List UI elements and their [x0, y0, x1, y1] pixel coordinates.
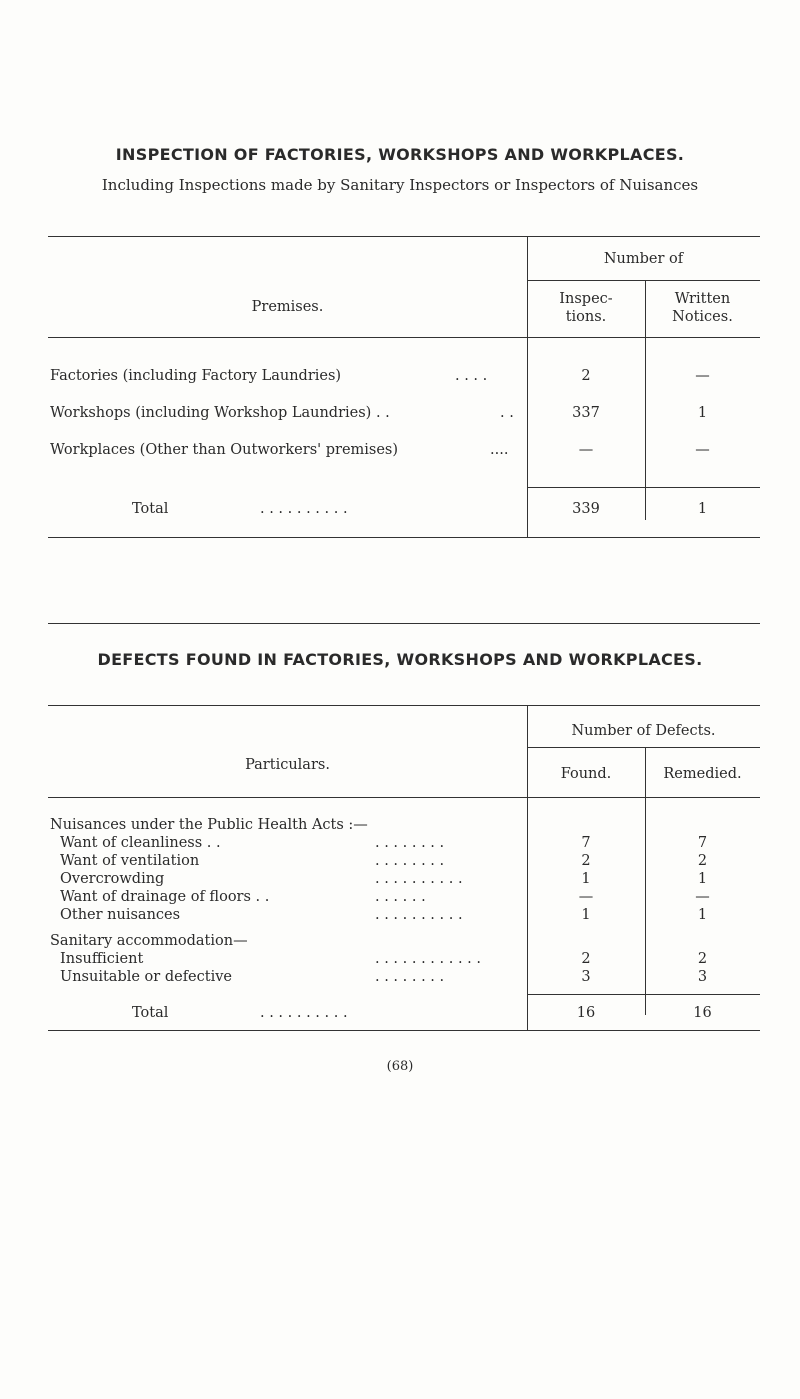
leader-dots: . . . . . . . .	[375, 853, 445, 869]
total-notices: 1	[697, 501, 708, 517]
header-particulars: Particulars.	[245, 757, 330, 773]
row-label: Want of ventilation	[60, 853, 200, 869]
row-label: Unsuitable or defective	[60, 969, 232, 985]
total-remedied: 16	[693, 1005, 712, 1021]
found-value: 7	[581, 835, 591, 851]
leader-dots: . . . . . . . . . .	[260, 1005, 348, 1021]
found-value: 3	[581, 969, 591, 985]
inspections-value: 337	[572, 405, 600, 421]
notices-value: —	[695, 442, 710, 458]
page-number: (68)	[386, 1059, 414, 1074]
remedied-value: 3	[697, 969, 708, 985]
row-label: Overcrowding	[60, 871, 165, 887]
header-found: Found.	[560, 766, 612, 782]
notices-value: 1	[697, 405, 708, 421]
remedied-value: 2	[697, 853, 708, 869]
found-value: 1	[581, 871, 591, 887]
leader-dots: . . . . . . . .	[375, 969, 445, 985]
row-label: Want of drainage of floors . .	[60, 889, 270, 905]
header-inspections: Inspec- tions.	[559, 291, 613, 325]
header-number-of-defects: Number of Defects.	[571, 723, 716, 739]
inspections-value: 2	[581, 368, 591, 384]
row-label: Sanitary accommodation—	[50, 933, 248, 949]
leader-dots: . . . . . . . . . .	[375, 871, 463, 887]
leader-dots: . . . . . . . .	[375, 835, 445, 851]
row-label: Other nuisances	[60, 907, 181, 923]
inspections-value: —	[578, 442, 594, 458]
leader-dots: . . . . . .	[375, 889, 426, 905]
row-label: Nuisances under the Public Health Acts :—	[50, 817, 368, 833]
header-premises: Premises.	[251, 299, 324, 315]
row-label: Want of cleanliness . .	[60, 835, 221, 851]
title-inspection: INSPECTION OF FACTORIES, WORKSHOPS AND WORKPLACES.	[115, 145, 685, 164]
notices-value: —	[695, 368, 710, 384]
leader-dots: . .	[500, 405, 514, 421]
header-remedied: Remedied.	[663, 766, 742, 782]
total-label: Total	[132, 501, 169, 517]
leader-dots: . . . . . . . . . .	[260, 501, 348, 517]
found-value: 2	[581, 951, 591, 967]
leader-dots: ....	[490, 442, 509, 458]
total-inspections: 339	[572, 501, 600, 517]
row-label: Workplaces (Other than Outworkers' premises)	[50, 442, 399, 458]
divider	[48, 623, 760, 624]
remedied-value: 1	[697, 871, 708, 887]
remedied-value: 7	[697, 835, 708, 851]
total-label: Total	[132, 1005, 169, 1021]
header-written-notices: Written Notices.	[672, 291, 733, 325]
found-value: 2	[581, 853, 591, 869]
leader-dots: . . . . . . . . . . . .	[375, 951, 482, 967]
remedied-value: 1	[697, 907, 708, 923]
row-label: Workshops (including Workshop Laundries) . .	[50, 405, 390, 421]
leader-dots: . . . . . . . . . .	[375, 907, 463, 923]
found-value: 1	[581, 907, 591, 923]
remedied-value: 2	[697, 951, 708, 967]
header-number-of: Number of	[603, 251, 684, 267]
subtitle-inspection: Including Inspections made by Sanitary Inspectors or Inspectors of Nuisances	[101, 176, 699, 194]
row-label: Factories (including Factory Laundries)	[50, 368, 342, 384]
total-found: 16	[576, 1005, 596, 1021]
found-value: —	[578, 889, 594, 905]
remedied-value: —	[695, 889, 710, 905]
leader-dots: . . . .	[455, 368, 488, 384]
row-label: Insufficient	[60, 951, 144, 967]
title-defects: DEFECTS FOUND IN FACTORIES, WORKSHOPS AND WORKPLACES.	[97, 650, 703, 669]
